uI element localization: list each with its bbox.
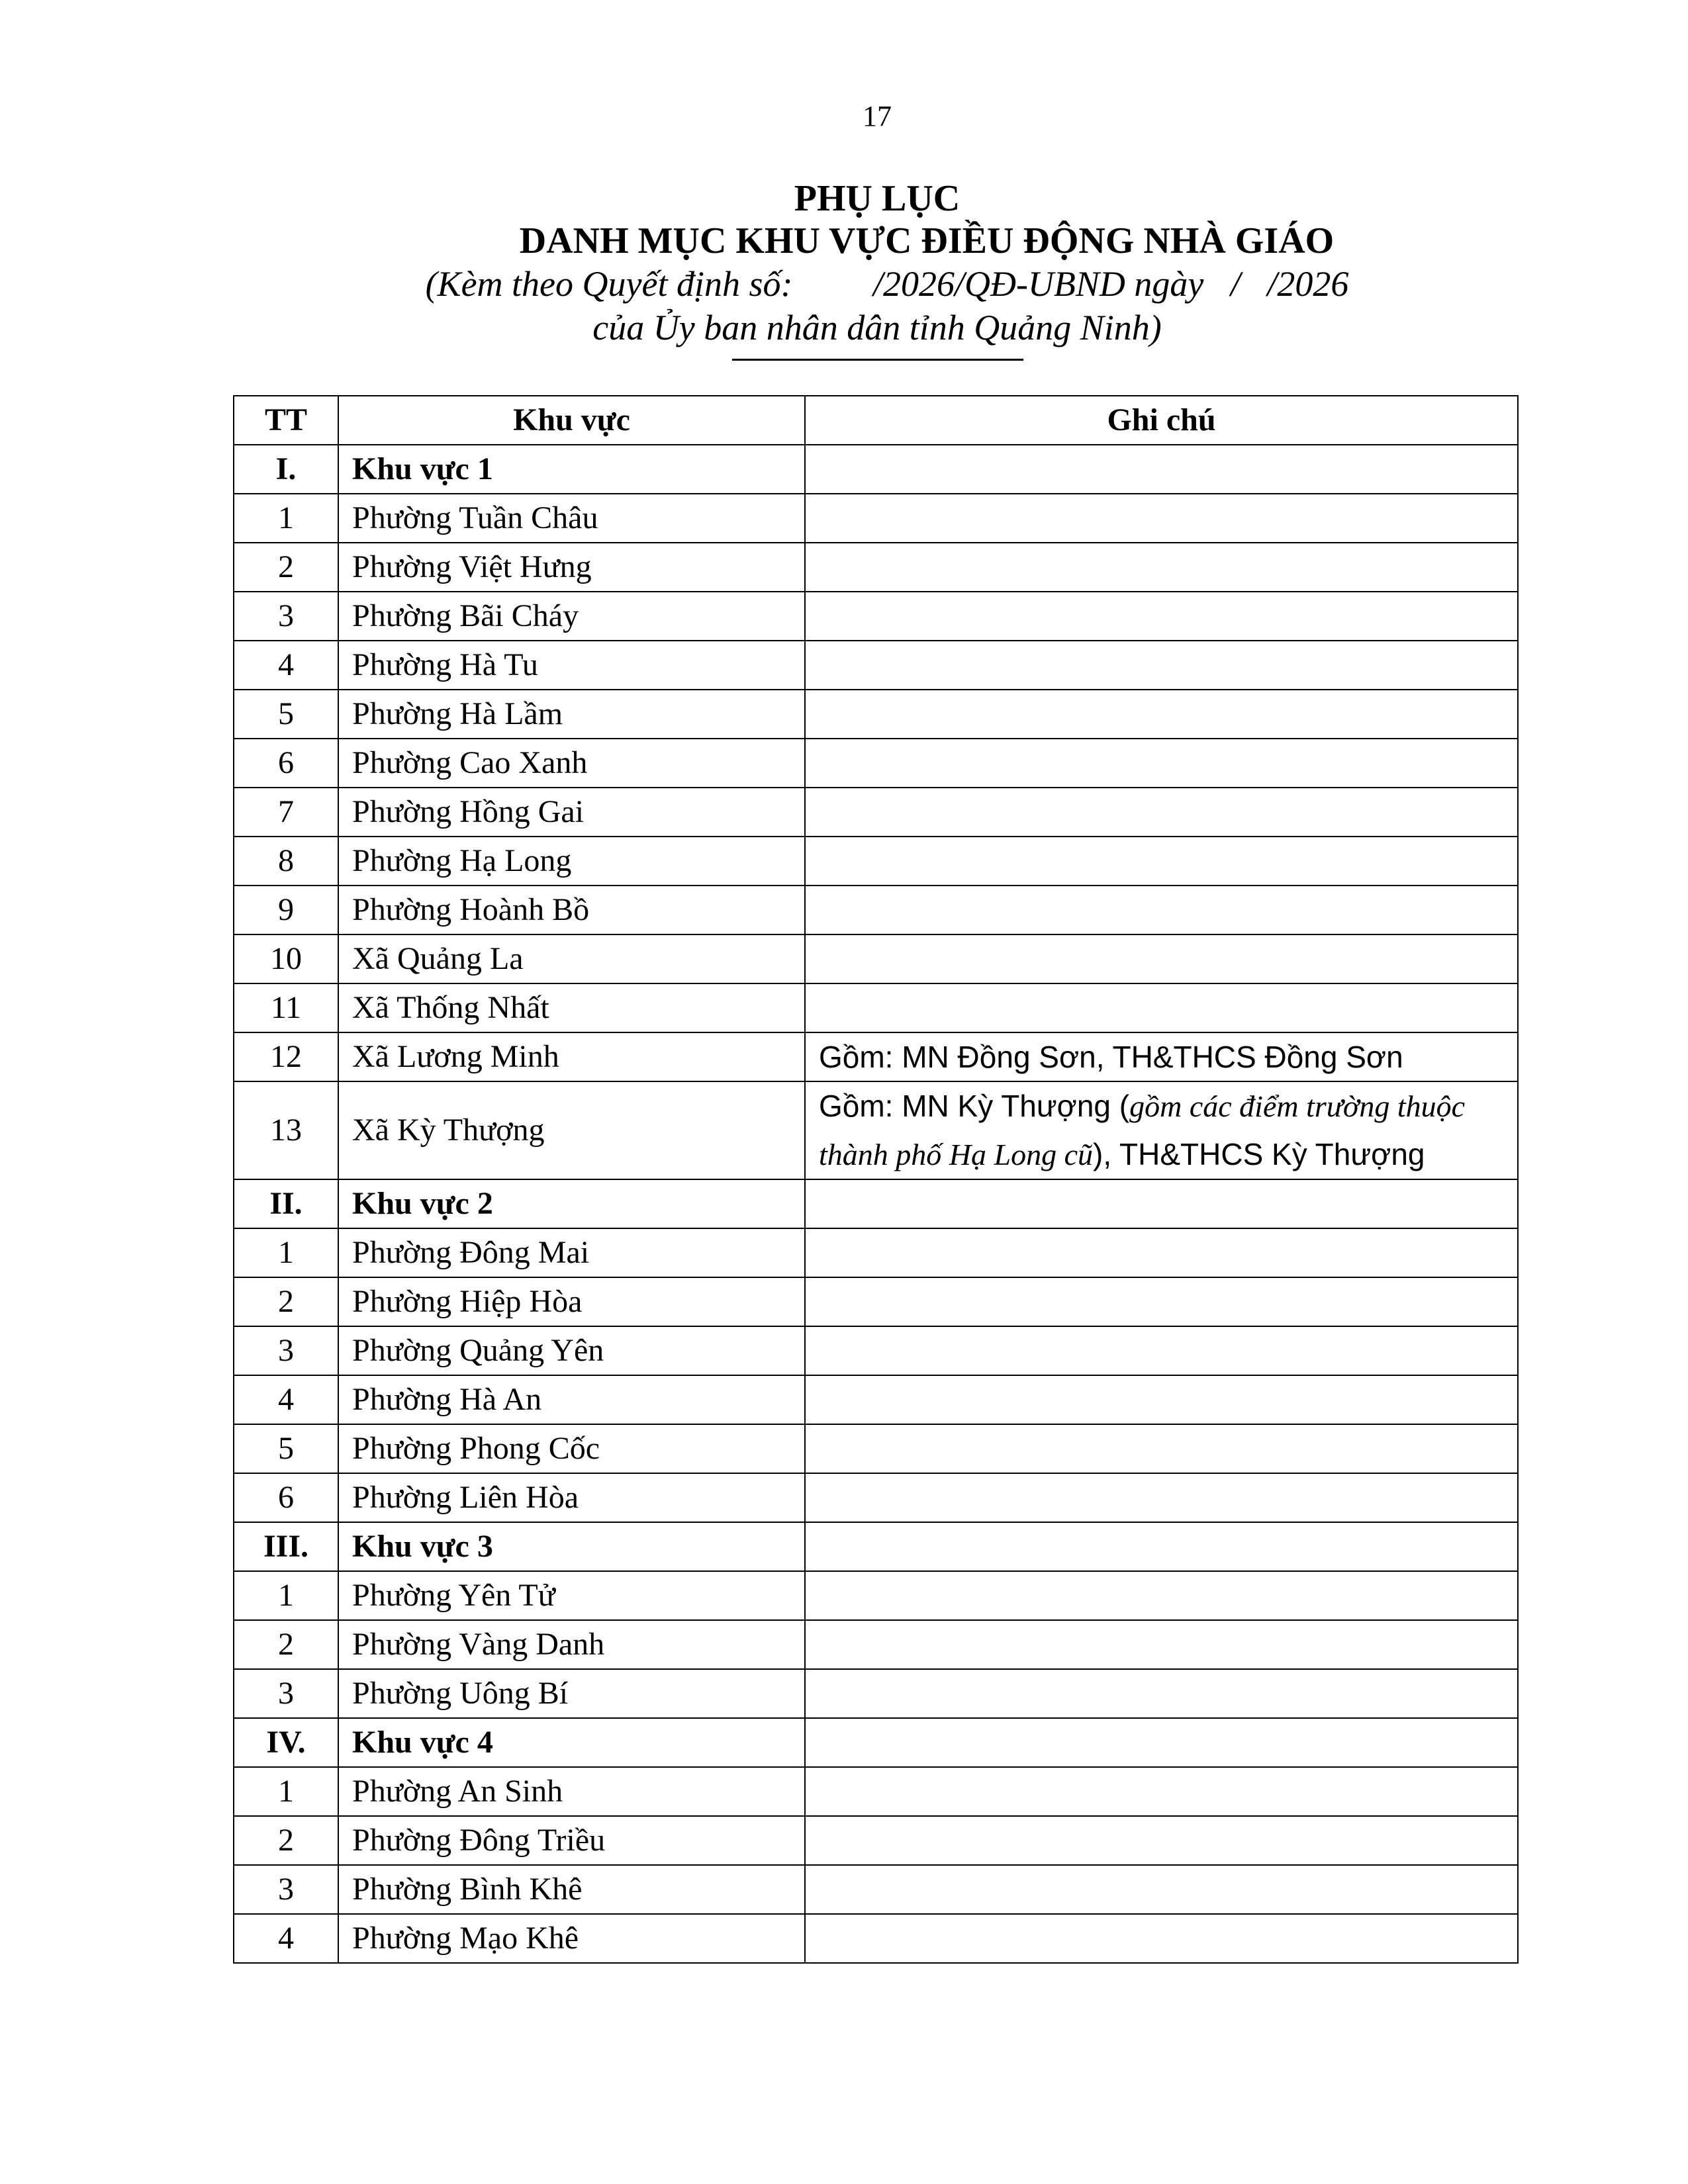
table-row (234, 934, 1518, 983)
section-row (234, 1718, 1518, 1767)
cell-note (805, 1669, 1518, 1718)
header-tt: TT (234, 396, 338, 445)
cell-note (805, 1620, 1518, 1669)
document-title: PHỤ LỤC (794, 178, 961, 219)
cell-area: Phường Hồng Gai (338, 788, 805, 837)
cell-area: Phường Hà Tu (338, 641, 805, 690)
cell-area: Xã Quảng La (338, 934, 805, 983)
cell-note (805, 445, 1518, 494)
table-row (234, 1277, 1518, 1326)
table-row (234, 641, 1518, 690)
cell-note (805, 494, 1518, 543)
cell-note (805, 1081, 1518, 1179)
cell-area: Khu vực 4 (338, 1718, 805, 1767)
section-row (234, 1179, 1518, 1228)
table-row (234, 1669, 1518, 1718)
table-row (234, 1473, 1518, 1522)
table-row (234, 1375, 1518, 1424)
cell-tt: 3 (234, 592, 338, 641)
section-row (234, 1522, 1518, 1571)
cell-note (805, 739, 1518, 788)
cell-note (805, 592, 1518, 641)
cell-tt: 9 (234, 886, 338, 934)
cell-area: Xã Thống Nhất (338, 983, 805, 1032)
cell-note (805, 1865, 1518, 1914)
table-row (234, 690, 1518, 739)
cell-area: Phường Phong Cốc (338, 1424, 805, 1473)
table-row (234, 1326, 1518, 1375)
cell-area: Phường Hoành Bồ (338, 886, 805, 934)
cell-tt: 1 (234, 1228, 338, 1277)
cell-tt: 12 (234, 1032, 338, 1081)
table-row (234, 1228, 1518, 1277)
page-number: 17 (863, 100, 892, 132)
cell-note (805, 1522, 1518, 1571)
cell-area: Phường Mạo Khê (338, 1914, 805, 1963)
cell-area: Khu vực 2 (338, 1179, 805, 1228)
cell-tt: 1 (234, 494, 338, 543)
cell-tt: 2 (234, 1816, 338, 1865)
document-subtitle: DANH MỤC KHU VỰC ĐIỀU ĐỘNG NHÀ GIÁO (519, 220, 1335, 261)
table-row (234, 1081, 1518, 1179)
table-row (234, 592, 1518, 641)
cell-note (805, 837, 1518, 886)
cell-note (805, 1473, 1518, 1522)
cell-note (805, 934, 1518, 983)
cell-note (805, 1326, 1518, 1375)
cell-area: Phường Việt Hưng (338, 543, 805, 592)
cell-note (805, 1718, 1518, 1767)
cell-note (805, 1277, 1518, 1326)
cell-area: Phường Đông Triều (338, 1816, 805, 1865)
cell-tt: 10 (234, 934, 338, 983)
table-row (234, 1865, 1518, 1914)
cell-area: Phường Hạ Long (338, 837, 805, 886)
table-row (234, 983, 1518, 1032)
cell-area: Phường Vàng Danh (338, 1620, 805, 1669)
cell-area: Phường Hiệp Hòa (338, 1277, 805, 1326)
cell-tt: I. (234, 445, 338, 494)
cell-area: Phường Đông Mai (338, 1228, 805, 1277)
cell-note (805, 1179, 1518, 1228)
table-row (234, 1816, 1518, 1865)
cell-note (805, 1571, 1518, 1620)
cell-tt: III. (234, 1522, 338, 1571)
table-header-row (234, 396, 1518, 445)
cell-tt: 4 (234, 641, 338, 690)
cell-tt: 11 (234, 983, 338, 1032)
table-row (234, 1424, 1518, 1473)
cell-tt: 6 (234, 739, 338, 788)
cell-note: Gồm: MN Đồng Sơn, TH&THCS Đồng Sơn (805, 1032, 1518, 1081)
decision-reference: (Kèm theo Quyết định số: /2026/QĐ-UBND ngày / /2026 (425, 264, 1349, 304)
header-note: Ghi chú (805, 396, 1518, 445)
note-text: Gồm: MN Kỳ Thượng ( (819, 1089, 1130, 1123)
cell-tt: 1 (234, 1571, 338, 1620)
cell-tt: II. (234, 1179, 338, 1228)
cell-area: Phường Hà An (338, 1375, 805, 1424)
cell-note (805, 1767, 1518, 1816)
cell-note (805, 1375, 1518, 1424)
header-divider (732, 359, 1023, 361)
cell-tt: 3 (234, 1865, 338, 1914)
cell-note (805, 1228, 1518, 1277)
cell-tt: 1 (234, 1767, 338, 1816)
table-row (234, 788, 1518, 837)
cell-tt: 5 (234, 1424, 338, 1473)
cell-area: Phường Uông Bí (338, 1669, 805, 1718)
cell-tt: 3 (234, 1669, 338, 1718)
cell-area: Phường Bãi Cháy (338, 592, 805, 641)
table-row (234, 543, 1518, 592)
table-row (234, 494, 1518, 543)
cell-area: Xã Kỳ Thượng (338, 1081, 805, 1179)
cell-note (805, 641, 1518, 690)
cell-note (805, 1816, 1518, 1865)
cell-area: Khu vực 3 (338, 1522, 805, 1571)
table-row (234, 739, 1518, 788)
cell-tt: 5 (234, 690, 338, 739)
table-row (234, 1914, 1518, 1963)
cell-area: Phường Tuần Châu (338, 494, 805, 543)
table-row (234, 837, 1518, 886)
note-italic-text: gồm các điểm trường thuộc thành phố Hạ Long cũ (819, 1089, 1466, 1171)
cell-area: Khu vực 1 (338, 445, 805, 494)
cell-area: Phường Cao Xanh (338, 739, 805, 788)
table-row (234, 1571, 1518, 1620)
area-table (233, 395, 1519, 1964)
cell-tt: 13 (234, 1081, 338, 1179)
cell-note (805, 690, 1518, 739)
table-row (234, 886, 1518, 934)
cell-note (805, 983, 1518, 1032)
cell-tt: 2 (234, 1620, 338, 1669)
cell-note (805, 543, 1518, 592)
table-row (234, 1767, 1518, 1816)
cell-area: Xã Lương Minh (338, 1032, 805, 1081)
cell-tt: IV. (234, 1718, 338, 1767)
cell-note (805, 886, 1518, 934)
cell-tt: 3 (234, 1326, 338, 1375)
table-row (234, 1620, 1518, 1669)
header-area: Khu vực (338, 396, 805, 445)
cell-area: Phường Bình Khê (338, 1865, 805, 1914)
table-body (234, 445, 1518, 1963)
cell-area: Phường An Sinh (338, 1767, 805, 1816)
issuing-authority: của Ủy ban nhân dân tỉnh Quảng Ninh) (592, 308, 1162, 347)
cell-tt: 8 (234, 837, 338, 886)
section-row (234, 445, 1518, 494)
cell-area: Phường Yên Tử (338, 1571, 805, 1620)
cell-tt: 4 (234, 1914, 338, 1963)
cell-tt: 4 (234, 1375, 338, 1424)
cell-area: Phường Liên Hòa (338, 1473, 805, 1522)
cell-note (805, 1424, 1518, 1473)
cell-area: Phường Hà Lầm (338, 690, 805, 739)
cell-tt: 2 (234, 543, 338, 592)
cell-tt: 7 (234, 788, 338, 837)
cell-note (805, 788, 1518, 837)
table-row (234, 1032, 1518, 1081)
cell-tt: 2 (234, 1277, 338, 1326)
cell-tt: 6 (234, 1473, 338, 1522)
note-text: ), TH&THCS Kỳ Thượng (1093, 1137, 1425, 1171)
cell-area: Phường Quảng Yên (338, 1326, 805, 1375)
cell-note (805, 1914, 1518, 1963)
